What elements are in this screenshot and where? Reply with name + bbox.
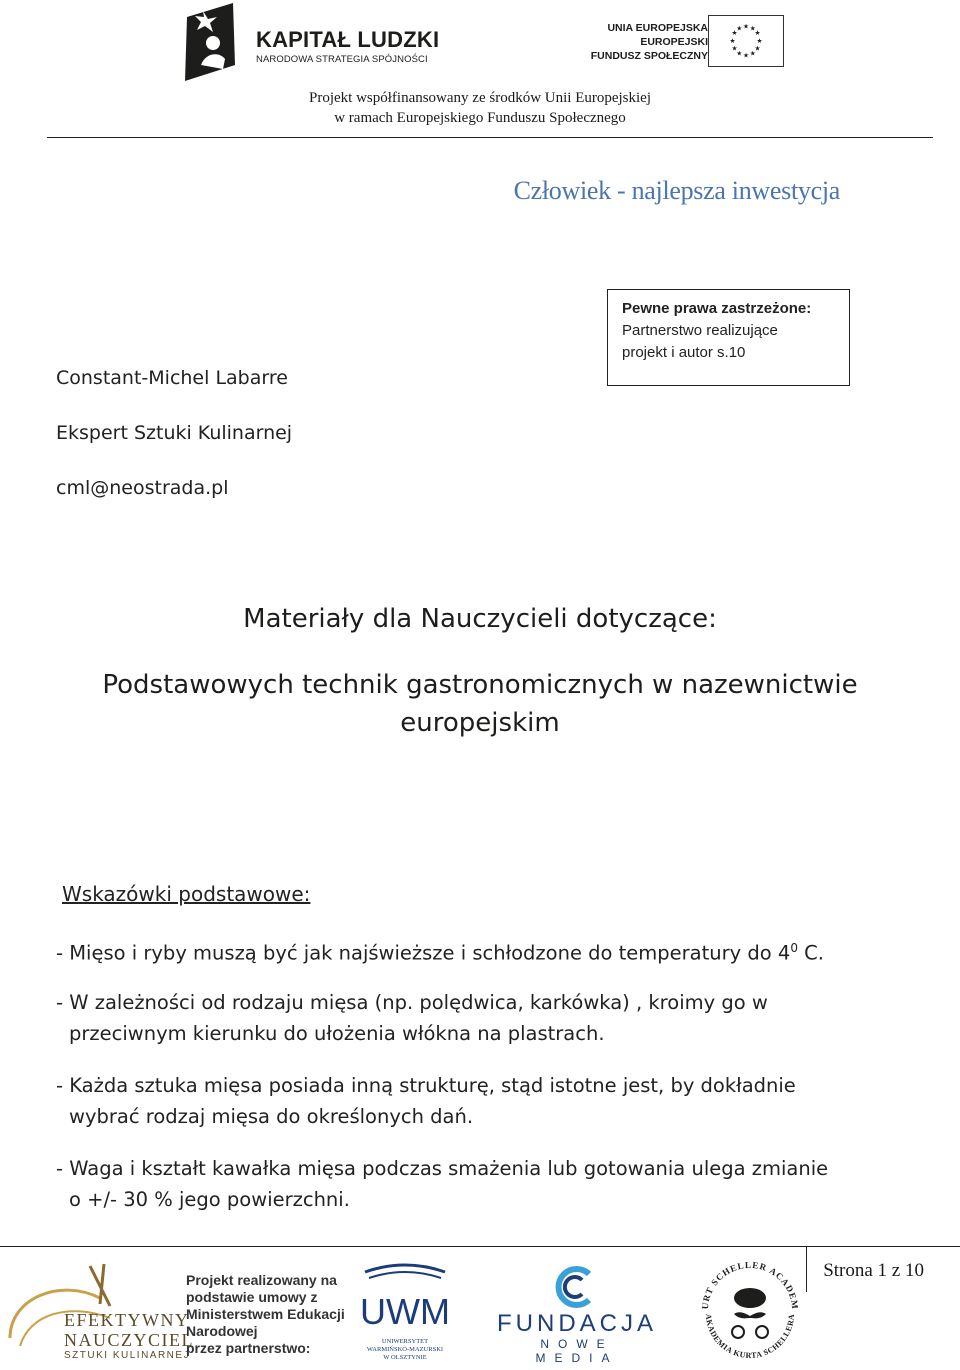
eu-logo-line3: FUNDUSZ SPOŁECZNY: [590, 50, 708, 62]
partner-line2: podstawie umowy z: [186, 1289, 318, 1305]
eu-logo-line1: UNIA EUROPEJSKA: [607, 22, 708, 34]
footer-divider: [0, 1246, 960, 1247]
project-cofinancing-line2: w ramach Europejskiego Funduszu Społecznego: [334, 110, 626, 126]
partner-line1: Projekt realizowany na: [186, 1272, 337, 1288]
rights-line2: projekt i autor s.10: [622, 344, 746, 361]
uwm-mark-icon: [355, 1258, 455, 1336]
fundacja-line1: FUNDACJA: [497, 1310, 658, 1337]
tip-3: [56, 1070, 906, 1132]
en-logo-line3: SZTUKI KULINARNEJ: [64, 1350, 191, 1361]
svg-text:★: ★: [731, 29, 738, 38]
tip-1: [56, 933, 906, 969]
author-email[interactable]: cml@neostrada.pl: [56, 477, 229, 499]
partner-statement: [186, 1272, 345, 1357]
svg-text:★: ★: [754, 44, 761, 53]
fundacja-nowe-media-logo: [497, 1264, 658, 1365]
uwm-mark-text: UWM: [360, 1291, 450, 1332]
document-subtitle: Podstawowych technik gastronomicznych w nazewnictwie europejskim: [102, 670, 858, 738]
kurt-scheller-academy-logo: [694, 1254, 806, 1366]
svg-text:★: ★: [729, 36, 736, 45]
tip-4: [56, 1153, 906, 1215]
author-name: Constant-Michel Labarre: [56, 367, 288, 389]
svg-text:★: ★: [754, 29, 761, 38]
tip-2: [56, 987, 906, 1049]
partner-line5: przez partnerstwo:: [186, 1340, 311, 1356]
ks-arc-bottom: AKADEMIA KURTA SCHELLERA: [703, 1313, 797, 1361]
eu-logo: [590, 15, 788, 70]
uwm-caption: [350, 1338, 460, 1362]
svg-text:★: ★: [731, 44, 738, 53]
svg-text:★: ★: [742, 22, 750, 31]
tip-2-line1: - W zależności od rodzaju mięsa (np. polędwica, karkówka) , kroimy go w: [56, 991, 768, 1014]
project-cofinancing-line1: Projekt współfinansowany ze środków Unii Europejskiej: [308, 90, 652, 106]
uwm-logo: [350, 1258, 460, 1361]
tips-heading: Wskazówki podstawowe:: [62, 882, 311, 906]
partner-line4: Narodowej: [186, 1323, 258, 1339]
kurt-scheller-seal-icon: [694, 1254, 806, 1366]
svg-text:★: ★: [742, 51, 750, 60]
en-logo-line2: NAUCZYCIEL: [64, 1330, 194, 1350]
efektywny-nauczyciel-logo: [0, 1258, 194, 1363]
eu-logo-line2: EUROPEJSKI: [640, 36, 708, 48]
uwm-caption-line2: WARMIŃSKO-MAZURSKI: [366, 1346, 444, 1353]
kapital-ludzki-title: KAPITAŁ LUDZKI: [256, 27, 440, 52]
ks-arc-top: URT SCHELLER ACADEM: [699, 1259, 801, 1311]
rights-box: [607, 289, 850, 386]
tip-4-line1: - Waga i kształt kawałka mięsa podczas smażenia lub gotowania ulega zmianie: [56, 1157, 829, 1180]
motto: Człowiek - najlepsza inwestycja: [513, 176, 840, 205]
eu-flag-icon: [708, 15, 784, 67]
svg-text:★: ★: [749, 24, 756, 33]
kapital-ludzki-logo: [183, 3, 443, 81]
header-divider: [47, 137, 933, 138]
tip-1-text: - Mięso i ryby muszą być jak najświeższe i schłodzone do temperatury do 4: [56, 941, 791, 965]
eu-logo-text: [591, 21, 708, 63]
tip-2-line2: przeciwnym kierunku do ułożenia włókna na plastrach.: [69, 1022, 605, 1045]
document-title: Materiały dla Nauczycieli dotyczące:: [243, 604, 717, 634]
kapital-ludzki-mark-icon: [183, 3, 237, 81]
tip-1-superscript: 0: [790, 941, 798, 955]
partner-line3: Ministerstwem Edukacji: [186, 1306, 345, 1322]
kapital-ludzki-subtitle: NARODOWA STRATEGIA SPÓJNOŚCI: [256, 54, 428, 65]
tip-3-line2: wybrać rodzaj mięsa do określonych dań.: [69, 1105, 474, 1128]
svg-text:★: ★: [736, 49, 743, 58]
uwm-caption-line1: UNIWERSYTET: [381, 1338, 429, 1345]
svg-text:★: ★: [749, 49, 756, 58]
page-number: Strona 1 z 10: [823, 1260, 924, 1281]
author-role: Ekspert Sztuki Kulinarnej: [56, 422, 293, 444]
svg-text:★: ★: [736, 24, 743, 33]
rights-line1: Partnerstwo realizujące: [622, 322, 778, 339]
fundacja-swirl-icon: [549, 1264, 599, 1310]
tip-4-line2: o +/- 30 % jego powierzchni.: [69, 1188, 350, 1211]
en-logo-line1: EFEKTYWNY: [64, 1310, 190, 1330]
fundacja-line2: NOWE MEDIA: [535, 1337, 619, 1365]
tip-3-line1: - Każda sztuka mięsa posiada inną strukturę, stąd istotne jest, by dokładnie: [56, 1074, 796, 1097]
tip-1-unit: C.: [797, 941, 824, 965]
svg-text:AKADEMIA KURTA SCHELLERA: [704, 1313, 796, 1360]
svg-text:★: ★: [756, 36, 763, 45]
page-number-separator: [806, 1246, 807, 1292]
uwm-caption-line3: W OLSZTYNIE: [383, 1354, 427, 1361]
rights-title: Pewne prawa zastrzeżone:: [622, 300, 812, 317]
